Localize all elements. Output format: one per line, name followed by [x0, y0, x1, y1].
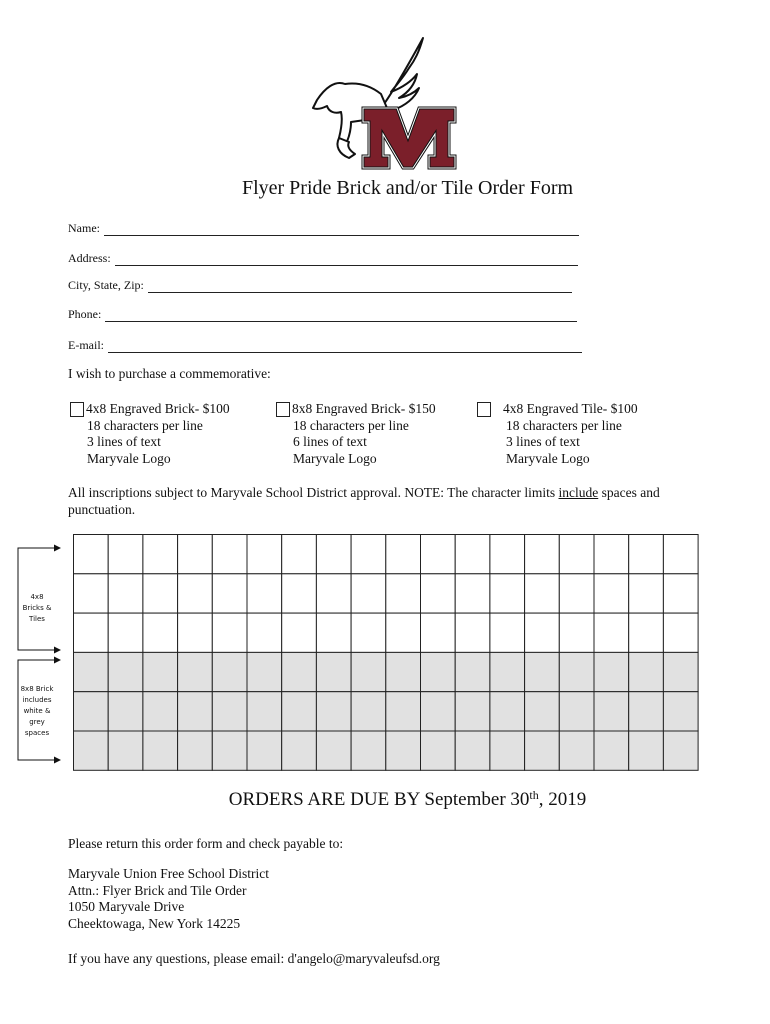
grid-cell[interactable]	[594, 574, 629, 613]
note-underlined: include	[558, 485, 599, 500]
grid-cell[interactable]	[421, 574, 456, 613]
city-state-zip-label: City, State, Zip:	[68, 278, 144, 292]
city-state-zip-field[interactable]	[68, 278, 572, 293]
grid-cell[interactable]	[316, 692, 351, 731]
option-detail: 6 lines of text	[293, 434, 367, 449]
grid-cell[interactable]	[108, 613, 143, 652]
grid-cell[interactable]	[629, 652, 664, 691]
due-main: ORDERS ARE DUE BY September 30	[228, 789, 530, 810]
grid-cell[interactable]	[559, 613, 594, 652]
option-detail: 18 characters per line	[87, 417, 203, 433]
grid-cell[interactable]	[178, 613, 213, 652]
note-line2: punctuation.	[68, 502, 136, 517]
grid-cell[interactable]	[212, 574, 247, 613]
grid-cell[interactable]	[629, 535, 664, 574]
note-text: All inscriptions subject to Maryvale School District approval. NOTE: The character limits	[68, 485, 559, 500]
checkbox-4x8-brick[interactable]	[70, 402, 84, 417]
grid-cell[interactable]	[178, 731, 213, 770]
grid-cell[interactable]	[663, 731, 698, 770]
grid-cell[interactable]	[351, 692, 386, 731]
option-title: 8x8 Engraved Brick- $150	[292, 401, 436, 416]
grid-cell[interactable]	[490, 652, 525, 691]
checkbox-8x8-brick[interactable]	[276, 402, 290, 417]
grid-cell[interactable]	[559, 731, 594, 770]
address-line-3: 1050 Maryvale Drive	[68, 899, 185, 915]
name-line[interactable]	[104, 225, 579, 236]
grid-cell[interactable]	[386, 535, 421, 574]
address-line[interactable]	[115, 255, 578, 266]
grid-cell[interactable]	[178, 652, 213, 691]
option-detail: Maryvale Logo	[506, 450, 590, 466]
grid-cell[interactable]	[108, 692, 143, 731]
email-label: E-mail:	[68, 338, 104, 352]
grid-cell[interactable]	[490, 535, 525, 574]
option-detail: 3 lines of text	[506, 434, 580, 449]
option-detail: Maryvale Logo	[293, 450, 377, 466]
grid-cell[interactable]	[108, 652, 143, 691]
grid-cell[interactable]	[490, 692, 525, 731]
mailing-address	[68, 866, 269, 933]
grid-cell[interactable]	[594, 535, 629, 574]
grid-cell[interactable]	[108, 535, 143, 574]
grid-cell[interactable]	[386, 731, 421, 770]
grid-cell[interactable]	[282, 731, 317, 770]
grid-cell[interactable]	[421, 692, 456, 731]
grid-cell[interactable]	[455, 535, 490, 574]
grid-cell[interactable]	[386, 574, 421, 613]
option-title: 4x8 Engraved Tile- $100	[503, 401, 638, 416]
grid-cell[interactable]	[351, 574, 386, 613]
grid-cell[interactable]	[559, 535, 594, 574]
phone-field[interactable]	[68, 307, 577, 322]
grid-cell[interactable]	[663, 652, 698, 691]
grid-cell[interactable]	[247, 692, 282, 731]
grid-cell[interactable]	[629, 731, 664, 770]
due-date-notice	[0, 788, 770, 811]
approval-note	[68, 484, 660, 518]
checkbox-4x8-tile[interactable]	[477, 402, 491, 417]
grid-cell[interactable]	[455, 731, 490, 770]
grid-cell[interactable]	[316, 731, 351, 770]
grid-cell[interactable]	[559, 652, 594, 691]
grid-cell[interactable]	[316, 535, 351, 574]
grid-cell[interactable]	[212, 535, 247, 574]
grid-cell[interactable]	[455, 574, 490, 613]
name-label: Name:	[68, 221, 100, 235]
grid-cell[interactable]	[594, 652, 629, 691]
grid-cell[interactable]	[143, 574, 178, 613]
due-year: , 2019	[538, 789, 587, 810]
grid-cell[interactable]	[247, 652, 282, 691]
grid-cell[interactable]	[74, 574, 109, 613]
grid-cell[interactable]	[525, 574, 560, 613]
grid-cell[interactable]	[247, 574, 282, 613]
option-detail: 18 characters per line	[506, 417, 622, 433]
name-field[interactable]	[68, 221, 579, 236]
grid-cell[interactable]	[74, 535, 109, 574]
grid-cell[interactable]	[351, 535, 386, 574]
grid-cell[interactable]	[178, 574, 213, 613]
grid-cell[interactable]	[178, 535, 213, 574]
grid-cell[interactable]	[212, 652, 247, 691]
option-title: 4x8 Engraved Brick- $100	[86, 401, 230, 416]
grid-cell[interactable]	[594, 613, 629, 652]
grid-cell[interactable]	[663, 613, 698, 652]
maryvale-flyer-logo	[305, 34, 465, 174]
form-title: Flyer Pride Brick and/or Tile Order Form	[241, 177, 574, 199]
bracket-4x8-label: 4x8 Bricks & Tiles	[22, 593, 52, 623]
grid-cell[interactable]	[490, 613, 525, 652]
note-text-end: spaces and	[598, 485, 660, 500]
grid-cell[interactable]	[490, 731, 525, 770]
grid-cell[interactable]	[421, 613, 456, 652]
grid-cell[interactable]	[247, 613, 282, 652]
grid-cell[interactable]	[143, 613, 178, 652]
address-label: Address:	[68, 251, 111, 265]
option-4x8-tile	[477, 401, 638, 467]
grid-cell[interactable]	[629, 692, 664, 731]
grid-cell[interactable]	[629, 613, 664, 652]
grid-cell[interactable]	[282, 692, 317, 731]
grid-cell[interactable]	[525, 692, 560, 731]
grid-cell[interactable]	[108, 574, 143, 613]
city-state-zip-line[interactable]	[148, 282, 572, 293]
address-line-2: Attn.: Flyer Brick and Tile Order	[68, 882, 247, 898]
grid-cell[interactable]	[316, 613, 351, 652]
grid-cell[interactable]	[421, 731, 456, 770]
grid-cell[interactable]	[525, 613, 560, 652]
grid-cell[interactable]	[421, 535, 456, 574]
grid-cell[interactable]	[74, 692, 109, 731]
grid-cell[interactable]	[559, 692, 594, 731]
grid-cell[interactable]	[594, 731, 629, 770]
grid-cell[interactable]	[108, 731, 143, 770]
grid-cell[interactable]	[663, 574, 698, 613]
grid-cell[interactable]	[525, 535, 560, 574]
address-line-4: Cheektowaga, New York 14225	[68, 916, 241, 932]
m-letter-logo	[363, 108, 455, 168]
grid-cell[interactable]	[212, 613, 247, 652]
grid-cell[interactable]	[143, 692, 178, 731]
grid-cell[interactable]	[559, 574, 594, 613]
grid-cell[interactable]	[143, 652, 178, 691]
questions-contact: If you have any questions, please email: d'angelo@maryvaleufsd.org	[68, 951, 440, 966]
grid-cell[interactable]	[74, 731, 109, 770]
option-8x8-brick	[276, 401, 436, 467]
grid-cell[interactable]	[282, 613, 317, 652]
inscription-grid[interactable]	[73, 534, 699, 774]
grid-cell[interactable]	[386, 652, 421, 691]
grid-cell[interactable]	[212, 692, 247, 731]
grid-cell[interactable]	[525, 731, 560, 770]
grid-cell[interactable]	[421, 652, 456, 691]
option-4x8-brick	[70, 401, 230, 467]
grid-cell[interactable]	[351, 652, 386, 691]
grid-cell[interactable]	[663, 535, 698, 574]
address-field[interactable]	[68, 251, 578, 266]
address-line-1: Maryvale Union Free School District	[68, 866, 269, 881]
grid-cell[interactable]	[351, 731, 386, 770]
grid-cell[interactable]	[212, 731, 247, 770]
grid-cell[interactable]	[316, 574, 351, 613]
grid-cell[interactable]	[455, 692, 490, 731]
grid-cell[interactable]	[455, 652, 490, 691]
grid-cell[interactable]	[282, 652, 317, 691]
option-detail: 3 lines of text	[87, 434, 161, 449]
grid-cell[interactable]	[74, 652, 109, 691]
option-detail: 18 characters per line	[293, 417, 409, 433]
grid-cell[interactable]	[490, 574, 525, 613]
grid-cell[interactable]	[316, 652, 351, 691]
grid-cell[interactable]	[143, 731, 178, 770]
option-detail: Maryvale Logo	[87, 450, 171, 466]
grid-cell[interactable]	[282, 574, 317, 613]
grid-cell[interactable]	[455, 613, 490, 652]
purchase-prompt: I wish to purchase a commemorative:	[68, 366, 271, 381]
grid-cell[interactable]	[74, 613, 109, 652]
grid-cell[interactable]	[629, 574, 664, 613]
grid-cell[interactable]	[386, 692, 421, 731]
email-line[interactable]	[108, 342, 582, 353]
grid-cell[interactable]	[351, 613, 386, 652]
grid-cell[interactable]	[178, 692, 213, 731]
phone-label: Phone:	[68, 307, 102, 321]
grid-cell[interactable]	[143, 535, 178, 574]
grid-cell[interactable]	[663, 692, 698, 731]
return-instructions: Please return this order form and check payable to:	[68, 836, 344, 851]
grid-cell[interactable]	[594, 692, 629, 731]
due-ordinal: th	[529, 788, 539, 802]
grid-cell[interactable]	[525, 652, 560, 691]
grid-cell[interactable]	[386, 613, 421, 652]
bracket-8x8-label: 8x8 Brick includes white & grey spaces	[20, 685, 54, 737]
grid-cell[interactable]	[247, 731, 282, 770]
grid-cell[interactable]	[282, 535, 317, 574]
grid-cell[interactable]	[247, 535, 282, 574]
phone-line[interactable]	[105, 311, 577, 322]
email-field[interactable]	[68, 338, 582, 353]
